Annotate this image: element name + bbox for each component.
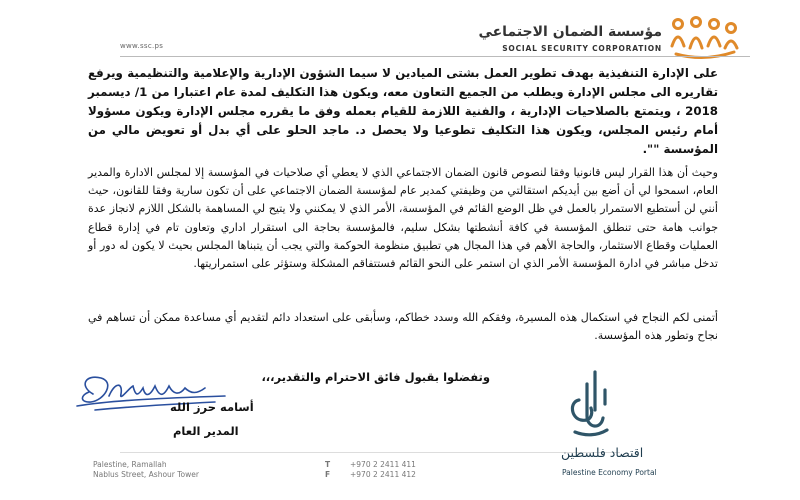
paragraph-resignation: وحيث أن هذا القرار ليس قانونيا وفقا لنصوص قانون الضمان الاجتماعي الذي لا يعطي أي صلاحيات في المؤسسة إلا لمجلس الادارة والمدير العام، اسمحوا لي أن أضع بين أيديكم استقالتي من وظيفتي كمدير عام لمؤسسة الضمان الاجتماعي على أن تكون سارية وفقا للقانون، حيث أنني لن أستطيع الاستمرار بالعمل في ظل الوضع القائم في المؤسسة، الأمر الذي لا يمكنني ولا يتيح لي المساهمة بالشكل اللازم لانجاز عدة جوانب هامة حتى تنطلق المؤسسة في كافة أنشطتها بشكل سليم، فالمؤسسة بحاجة الى استقرار اداري وتعاون تام في إدارة قطاع العمليات وقطاع الاستثمار، والحاجة الأهم في هذا المجال هي تطبيق منظومة الحوكمة والتي يجب أن يتبناها المجلس بحيث لا يكون له دور أو تدخل مباشر في ادارة المؤسسة الأمر الذي ان استمر على النحو القائم فستتفاقم المشكلة وستؤثر على استمراريتها. [88, 166, 718, 271]
tel-label: T [325, 460, 331, 469]
portal-logo-icon [565, 370, 615, 440]
website-url: www.ssc.ps [120, 42, 164, 50]
org-name-arabic: مؤسسة الضمان الاجتماعي [478, 24, 662, 40]
footer-divider [120, 452, 620, 453]
signer-name: أسامه حرز الله [170, 400, 254, 414]
paragraph-wishes: أتمنى لكم النجاح في استكمال هذه المسيرة، وفقكم الله وسدد خطاكم، وسأبقى على استعداد دائم لتقديم أي مساعدة ممكن أن تساهم في نجاح وتطور هذه المؤسسة. [88, 311, 718, 343]
paragraph-assignment: على الإدارة التنفيذية بهدف تطوير العمل بشتى الميادين لا سيما الشؤون الإدارية والإعلامية والتنظيمية ويرفع تقاريره الى مجلس الإدارة ويطلب من الجميع التعاون معه، ويكون هذا التكليف لمدة عام اعتبارا من 1/ ديسمبر 2018 ، ويتمتع بالصلاحيات الإدارية ، والفنية اللازمة للقيام بعمله وفق ما يقرره مجلس الإدارة ويكون مسؤولا أمام رئيس المجلس، ويكون هذا التكليف تطوعيا ولا يحصل د. ماجد الحلو على أي بدل أو تعويض مالي من المؤسسة "". [88, 66, 718, 156]
tel-number: +970 2 2411 411 [350, 460, 416, 469]
org-name-english: SOCIAL SECURITY CORPORATION [502, 44, 662, 53]
header-divider [120, 56, 750, 57]
portal-name-arabic: اقتصاد فلسطين [561, 445, 644, 460]
address-line-2: Nablus Street, Ashour Tower [93, 470, 199, 479]
fax-number: +970 2 2411 412 [350, 470, 416, 479]
fax-label: F [325, 470, 331, 479]
closing-salutation: وتفضلوا بقبول فائق الاحترام والتقدير،،، [261, 370, 490, 384]
address-line-1: Palestine, Ramallah [93, 460, 167, 469]
portal-name-english: Palestine Economy Portal [562, 468, 657, 477]
people-circle-logo-icon [668, 16, 740, 60]
signer-title: المدير العام [173, 424, 239, 438]
